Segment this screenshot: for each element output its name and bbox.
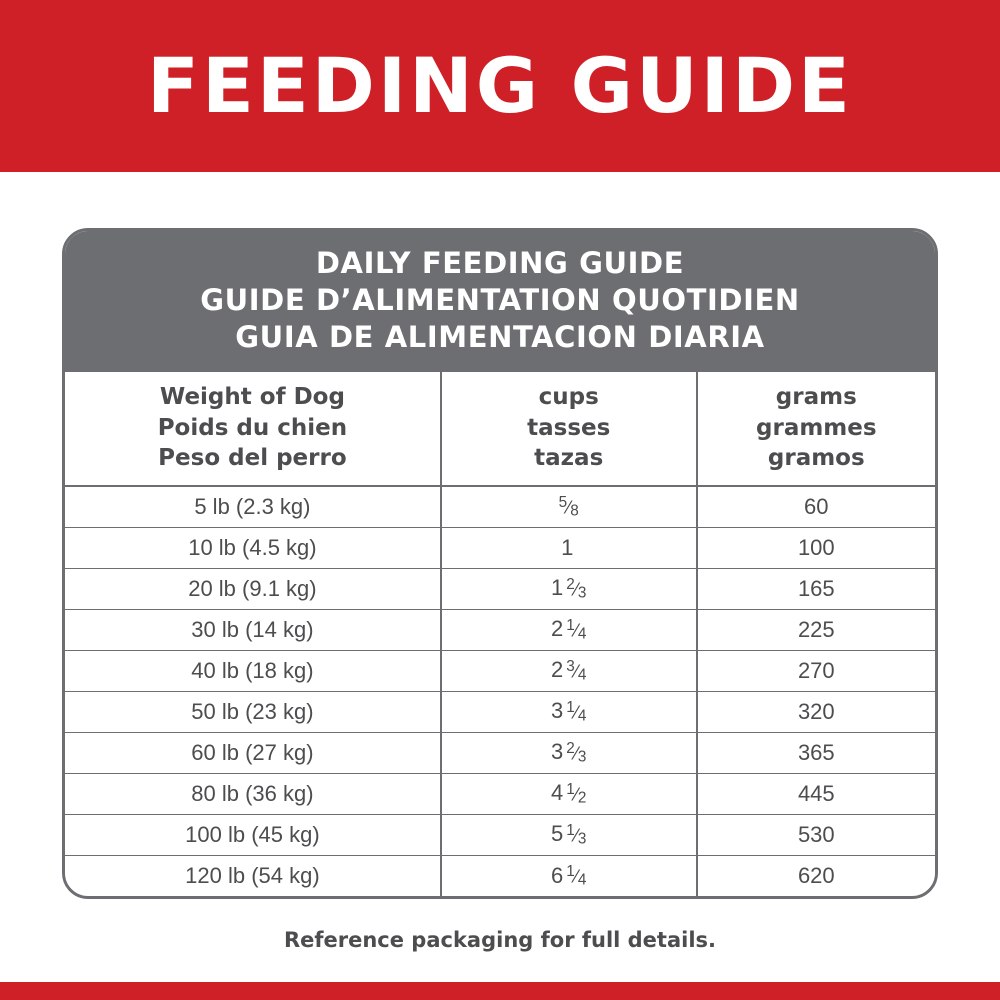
cups-whole: 6: [551, 862, 564, 888]
cups-fraction: [566, 822, 586, 848]
cups-whole: 5: [551, 821, 564, 847]
column-header-cups-fr: tasses: [527, 414, 611, 441]
fraction-slash: ⁄: [574, 620, 578, 641]
cups-numerator: 2: [566, 576, 575, 594]
table-header-row: [65, 372, 935, 486]
cups-fraction: [566, 740, 586, 766]
cups-numerator: 1: [566, 617, 575, 635]
cell-grams: 225: [697, 609, 935, 650]
table-row: [65, 732, 935, 773]
column-header-cups-en: cups: [538, 384, 599, 411]
cups-denominator: 3: [577, 830, 587, 848]
cell-cups: [441, 650, 697, 691]
table-row: [65, 527, 935, 568]
cell-cups: [441, 773, 697, 814]
footnote: Reference packaging for full details.: [283, 928, 717, 952]
column-header-grams-en: grams: [775, 384, 857, 411]
cell-grams: 270: [697, 650, 935, 691]
bottom-accent-bar: [0, 982, 1000, 1000]
table-row: [65, 691, 935, 732]
cups-denominator: 4: [577, 625, 587, 643]
cell-cups: [441, 691, 697, 732]
column-header-grams: [697, 372, 935, 486]
cell-cups: [441, 609, 697, 650]
cups-fraction: [566, 699, 586, 725]
cell-weight: 100 lb (45 kg): [65, 814, 441, 855]
cups-denominator: 4: [577, 666, 587, 684]
card-header-line-en: DAILY FEEDING GUIDE: [315, 246, 685, 280]
page-banner: [0, 0, 1000, 172]
cell-cups: [441, 527, 697, 568]
cell-grams: 620: [797, 863, 835, 889]
cell-weight: 5 lb (2.3 kg): [65, 486, 441, 527]
cups-whole: 2: [551, 657, 564, 683]
cups-fraction: [566, 863, 586, 889]
column-header-weight-es: Peso del perro: [158, 445, 347, 472]
cell-cups: [441, 814, 697, 855]
column-header-weight-en: Weight of Dog: [159, 384, 345, 411]
card-header: [65, 231, 935, 372]
cell-weight: 10 lb (4.5 kg): [65, 527, 441, 568]
cups-numerator: 2: [566, 740, 575, 758]
cell-weight: 50 lb (23 kg): [65, 691, 441, 732]
cell-cups: [441, 855, 697, 896]
cups-denominator: 2: [577, 789, 587, 807]
table-row: [65, 568, 935, 609]
cell-cups: [441, 486, 697, 527]
column-header-weight: [65, 372, 441, 486]
table-row: [65, 855, 935, 896]
cell-grams: 445: [697, 773, 935, 814]
card-header-line-fr: GUIDE D’ALIMENTATION QUOTIDIEN: [200, 283, 800, 318]
table-row: [65, 773, 935, 814]
cell-grams: 530: [697, 814, 935, 855]
cups-whole: 1: [551, 575, 564, 601]
fraction-slash: ⁄: [574, 579, 578, 600]
cups-fraction: [566, 576, 586, 602]
column-header-weight-fr: Poids du chien: [157, 414, 348, 441]
cell-weight: 60 lb (27 kg): [65, 732, 441, 773]
feeding-guide-table: [65, 372, 935, 896]
cups-whole: 4: [551, 780, 564, 806]
column-header-cups: [441, 372, 697, 486]
table-row: [65, 650, 935, 691]
card-header-line-es: GUIA DE ALIMENTACION DIARIA: [235, 320, 765, 355]
column-header-grams-fr: grammes: [756, 414, 877, 441]
cell-grams: 365: [697, 732, 935, 773]
cell-weight: 40 lb (18 kg): [65, 650, 441, 691]
cell-weight: 120 lb (54 kg): [65, 855, 441, 896]
table-row: [65, 486, 935, 527]
cell-grams: 100: [697, 527, 935, 568]
column-header-cups-es: tazas: [534, 445, 604, 472]
fraction-slash: ⁄: [574, 866, 578, 887]
cups-denominator: 3: [577, 748, 587, 766]
cups-numerator: 1: [566, 863, 575, 881]
cups-whole: 2: [551, 616, 564, 642]
fraction-slash: ⁄: [574, 661, 578, 682]
cups-denominator: 4: [577, 871, 587, 889]
cups-fraction: [559, 494, 579, 520]
cups-fraction: [566, 658, 586, 684]
cell-grams: 320: [697, 691, 935, 732]
cell-cups: [441, 568, 697, 609]
cups-denominator: 4: [577, 707, 587, 725]
cups-numerator: 5: [558, 494, 568, 512]
feeding-guide-card: [62, 228, 938, 899]
cell-grams: 60: [697, 486, 935, 527]
cups-numerator: 1: [566, 699, 575, 717]
cell-weight: 20 lb (9.1 kg): [65, 568, 441, 609]
page-title: FEEDING GUIDE: [147, 41, 853, 130]
cups-fraction: [566, 781, 586, 807]
cell-cups: [441, 732, 697, 773]
cell-weight: 30 lb (14 kg): [65, 609, 441, 650]
cups-numerator: 3: [566, 658, 575, 676]
table-row: [65, 609, 935, 650]
cups-whole: 1: [561, 534, 574, 560]
cups-whole: 3: [551, 739, 564, 765]
cups-fraction: [566, 617, 586, 643]
cell-grams: 165: [697, 568, 935, 609]
fraction-slash: ⁄: [574, 825, 578, 846]
fraction-slash: ⁄: [574, 702, 578, 723]
cups-numerator: 1: [566, 822, 575, 840]
cups-numerator: 1: [566, 781, 575, 799]
fraction-slash: ⁄: [574, 743, 578, 764]
cell-weight: 80 lb (36 kg): [65, 773, 441, 814]
cups-denominator: 8: [570, 502, 579, 520]
cups-denominator: 3: [577, 584, 587, 602]
table-row: [65, 814, 935, 855]
fraction-slash: ⁄: [574, 784, 578, 805]
cups-whole: 3: [551, 698, 564, 724]
fraction-slash: ⁄: [567, 497, 571, 518]
table-body: [65, 486, 935, 896]
column-header-grams-es: gramos: [767, 445, 865, 472]
